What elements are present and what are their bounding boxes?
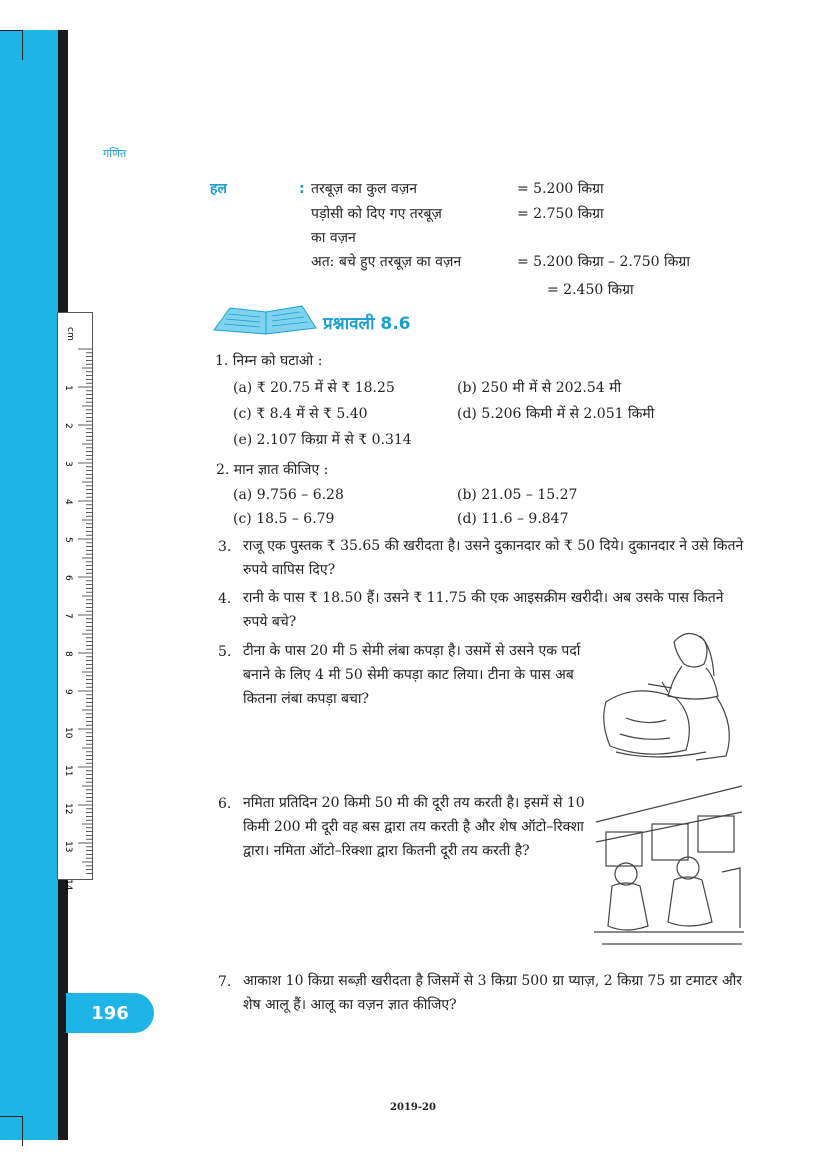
solution-colon: : xyxy=(299,181,305,197)
question-1-item: (a) ₹ 20.75 में से ₹ 18.25 xyxy=(233,380,395,396)
question-1-item: (d) 5.206 किमी में से 2.051 किमी xyxy=(457,406,655,422)
question-7-number: 7. xyxy=(218,974,232,990)
solution-line-left: तरबूज़ का कुल वज़न xyxy=(311,181,418,197)
exercise-title: प्रश्नावली 8.6 xyxy=(323,314,411,334)
question-3-text: राजू एक पुस्तक ₹ 35.65 की खरीदता है। उसने दुकानदार को ₹ 50 दिये। दुकानदार ने उसे कितने रुपये वापिस दिए? xyxy=(243,538,744,578)
solution-line-right: = 5.200 किग्रा – 2.750 किग्रा xyxy=(517,254,690,270)
ruler-label: 7 xyxy=(63,613,73,619)
question-2-item: (c) 18.5 – 6.79 xyxy=(233,511,335,527)
question-2-prompt: 2. मान ज्ञात कीजिए : xyxy=(216,462,329,478)
open-book-icon xyxy=(210,300,320,342)
question-1-item: (c) ₹ 8.4 में से ₹ 5.40 xyxy=(233,406,368,422)
question-2-item: (d) 11.6 – 9.847 xyxy=(457,511,569,527)
ruler-unit-label: cm xyxy=(65,327,75,341)
footer-year: 2019-20 xyxy=(390,1102,436,1113)
ruler-scale xyxy=(58,313,92,891)
ruler-label: 3 xyxy=(63,461,73,467)
crop-mark xyxy=(22,30,23,60)
ruler-label: 1 xyxy=(63,385,73,391)
solution-line-right: = 2.750 किग्रा xyxy=(517,206,604,222)
ruler xyxy=(57,312,93,891)
question-1-item: (b) 250 मी में से 202.54 मी xyxy=(457,380,622,396)
question-5-number: 5. xyxy=(218,644,232,660)
question-7-text: आकाश 10 किग्रा सब्ज़ी खरीदता है जिसमें से 3 किग्रा 500 ग्रा प्याज़, 2 किग्रा 75 ग्रा टमाटर और शेष आलू हैं। आलू का वज़न ज्ञात कीजिए? xyxy=(243,973,742,1013)
ruler-label: 6 xyxy=(63,575,73,581)
crop-mark xyxy=(0,1116,22,1117)
question-4-number: 4. xyxy=(218,591,232,607)
ruler-label: 9 xyxy=(63,689,73,695)
running-header: गणित xyxy=(103,147,127,160)
solution-line-right: = 5.200 किग्रा xyxy=(517,181,604,197)
ruler-label: 10 xyxy=(63,727,73,739)
ruler-label: 2 xyxy=(63,423,73,429)
girls-in-bus-illustration xyxy=(592,782,746,952)
crop-mark xyxy=(0,30,22,31)
question-2-item: (b) 21.05 – 15.27 xyxy=(457,487,578,503)
page-sidebar xyxy=(0,30,58,1140)
ruler-label: 13 xyxy=(63,841,73,853)
ruler-label: 8 xyxy=(63,651,73,657)
solution-label: हल xyxy=(210,181,227,197)
question-3-number: 3. xyxy=(218,539,232,555)
ruler-label: 12 xyxy=(63,803,73,815)
question-2-item: (a) 9.756 – 6.28 xyxy=(233,487,344,503)
question-5-text: टीना के पास 20 मी 5 सेमी लंबा कपड़ा है। उसमें से उसने एक पर्दा बनाने के लिए 4 मी 50 सेमी कपड़ा काट लिया। टीना के पास अब कितना लंबा कपड़ा बचा? xyxy=(243,643,581,707)
solution-line-left: अत: बचे हुए तरबूज़ का वज़न xyxy=(311,254,462,270)
question-1-prompt: 1. निम्न को घटाओ : xyxy=(215,353,323,369)
ruler-label: 5 xyxy=(63,537,73,543)
ruler-label: 11 xyxy=(63,765,73,777)
question-4-text: रानी के पास ₹ 18.50 हैं। उसने ₹ 11.75 की एक आइसक्रीम खरीदी। अब उसके पास कितने रुपये बचे? xyxy=(243,590,724,630)
ruler-label: 14 xyxy=(63,879,73,891)
question-6-number: 6. xyxy=(218,796,232,812)
crop-mark xyxy=(22,1116,23,1146)
ruler-label: 4 xyxy=(63,499,73,505)
solution-line-right: = 2.450 किग्रा xyxy=(547,282,634,298)
solution-line-left: पड़ोसी को दिए गए तरबूज़ xyxy=(311,206,442,222)
question-1-item: (e) 2.107 किग्रा में से ₹ 0.314 xyxy=(233,432,412,448)
page-number: 196 xyxy=(66,993,154,1033)
question-6-text: नमिता प्रतिदिन 20 किमी 50 मी की दूरी तय करती है। इसमें से 10 किमी 200 मी दूरी वह बस द्वारा तय करती है और शेष ऑटो–रिक्शा द्वारा। नमिता ऑटो–रिक्शा द्वारा कितनी दूरी तय करती है? xyxy=(243,795,585,859)
girl-cutting-cloth-illustration xyxy=(596,622,746,764)
solution-line-left: का वज़न xyxy=(311,230,356,246)
